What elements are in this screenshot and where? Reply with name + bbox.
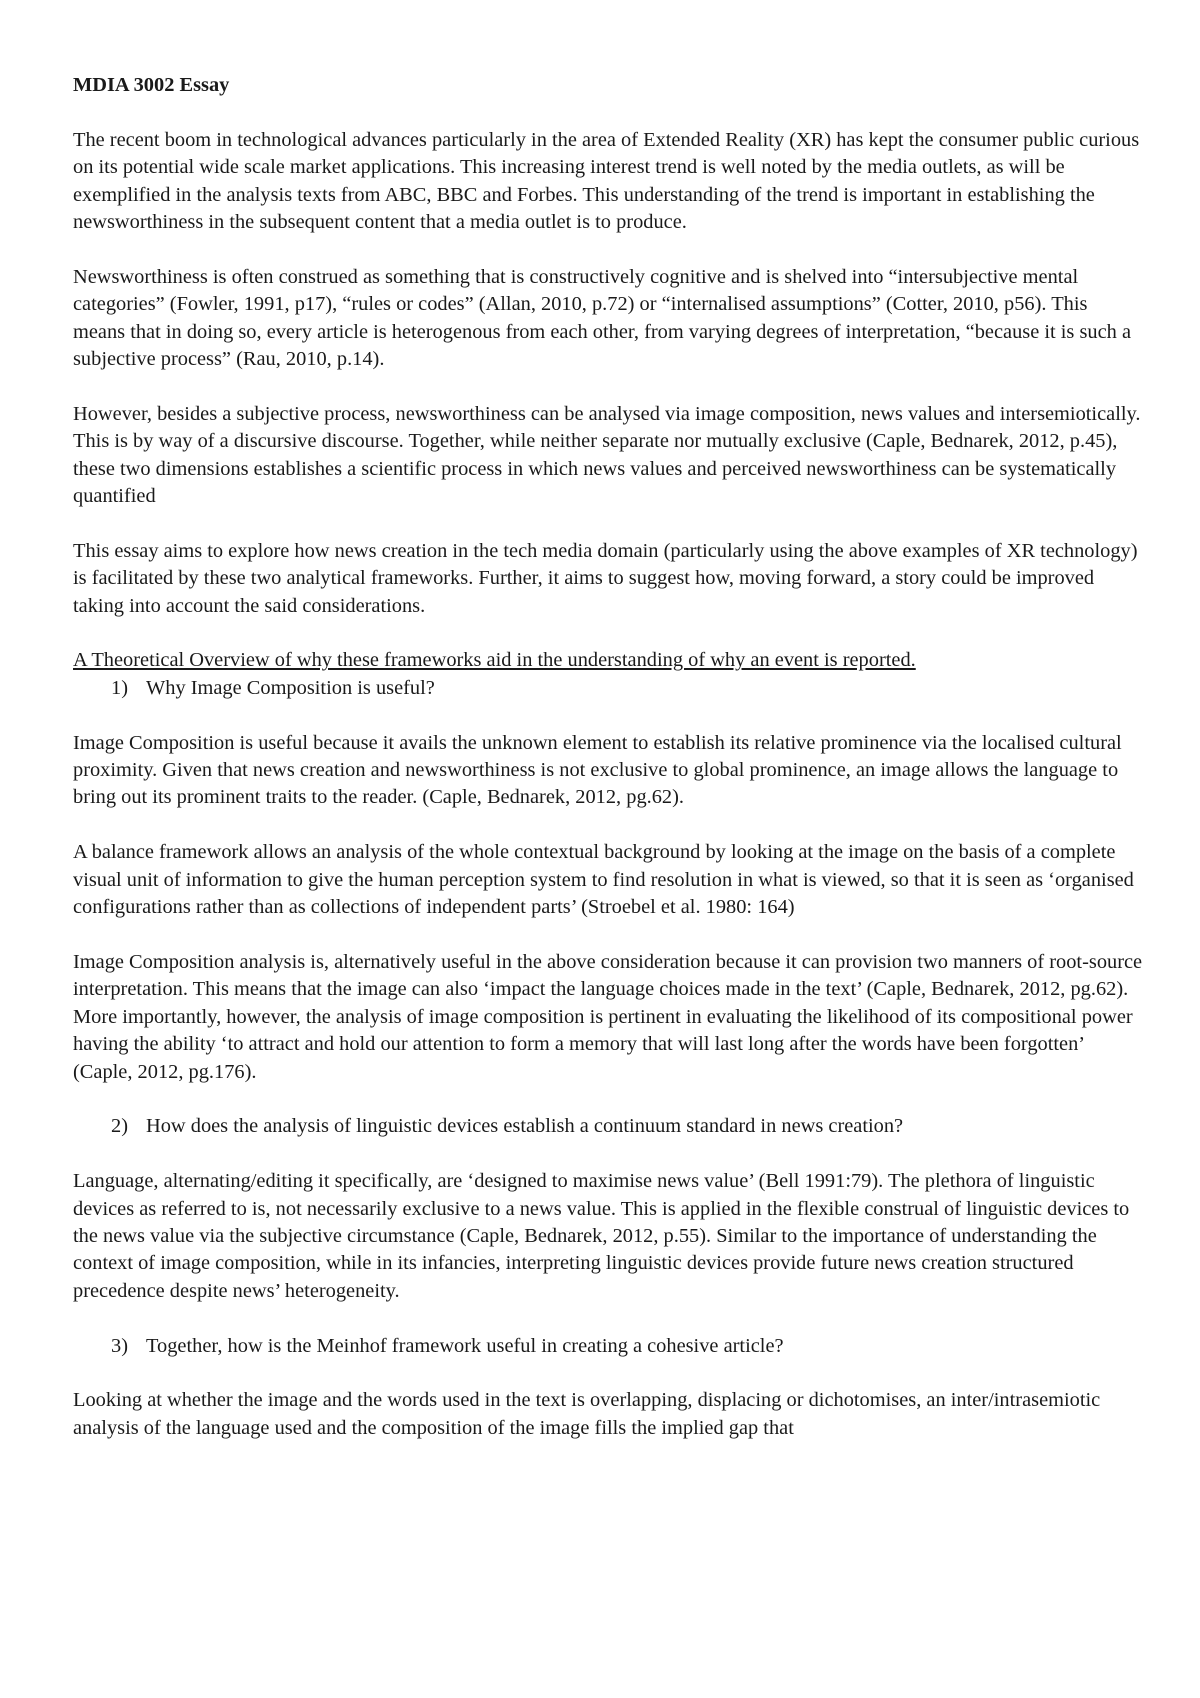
- section-heading: A Theoretical Overview of why these frameworks aid in the understanding of why an event is reported.: [73, 649, 916, 672]
- question-2-number: 2): [111, 1115, 128, 1138]
- numbered-question-1: [73, 675, 1143, 702]
- question-1-text: Why Image Composition is useful?: [146, 676, 435, 699]
- document-title: MDIA 3002 Essay: [73, 74, 230, 96]
- numbered-question-3: [73, 1333, 1143, 1360]
- paragraph-meinhof: Looking at whether the image and the words used in the text is overlapping, displacing or dichotomises, an inter/intrasemiotic analysis of the language used and the composition of the image fills the implied gap that: [73, 1389, 1101, 1439]
- numbered-question-2: [73, 1113, 1143, 1140]
- question-2-text: How does the analysis of linguistic devices establish a continuum standard in news creation?: [146, 1115, 904, 1138]
- paragraph-subjective-process: However, besides a subjective process, newsworthiness can be analysed via image composition, news values and intersemiotically. This is by way of a discursive discourse. Together, while neither separate nor mutually exclusive (Caple, Bednarek, 2012, p.45), these two dimensions establishes a scientific process in which news values and perceived newsworthiness can be systematically quantified: [73, 402, 1141, 508]
- paragraph-balance-framework: A balance framework allows an analysis of the whole contextual background by looking at the image on the basis of a complete visual unit of information to give the human perception system to find resolution in what is viewed, so that it is seen as ‘organised configurations rather than as collections of independent parts’ (Stroebel et al. 1980: 164): [73, 841, 1134, 919]
- document-page: [73, 72, 1143, 1470]
- question-3-text: Together, how is the Meinhof framework useful in creating a cohesive article?: [146, 1334, 784, 1357]
- paragraph-image-composition: Image Composition is useful because it avails the unknown element to establish its relative prominence via the localised cultural proximity. Given that news creation and newsworthiness is not exclusive to global prominence, an image allows the language to bring out its prominent traits to the reader. (Caple, Bednarek, 2012, pg.62).: [73, 731, 1122, 809]
- paragraph-image-analysis: Image Composition analysis is, alternatively useful in the above consideration because it can provision two manners of root-source interpretation. This means that the image can also ‘impact the language choices made in the text’ (Caple, Bednarek, 2012, pg.62). More importantly, however, the analysis of image composition is pertinent in evaluating the likelihood of its compositional power having the ability ‘to attract and hold our attention to form a memory that will last long after the words have been forgotten’ (Caple, 2012, pg.176).: [73, 950, 1143, 1083]
- paragraph-essay-aims: This essay aims to explore how news creation in the tech media domain (particularly using the above examples of XR technology) is facilitated by these two analytical frameworks. Further, it aims to suggest how, moving forward, a story could be improved taking into account the said considerations.: [73, 539, 1138, 617]
- paragraph-newsworthiness: Newsworthiness is often construed as something that is constructively cognitive and is shelved into “intersubjective mental categories” (Fowler, 1991, p17), “rules or codes” (Allan, 2010, p.72) or “internalised assumptions” (Cotter, 2010, p56). This means that in doing so, every article is heterogenous from each other, from varying degrees of interpretation, “because it is such a subjective process” (Rau, 2010, p.14).: [73, 265, 1131, 371]
- paragraph-intro: The recent boom in technological advances particularly in the area of Extended Reality (XR) has kept the consumer public curious on its potential wide scale market applications. This increasing interest trend is well noted by the media outlets, as will be exemplified in the analysis texts from ABC, BBC and Forbes. This understanding of the trend is important in establishing the newsworthiness in the subsequent content that a media outlet is to produce.: [73, 128, 1140, 234]
- paragraph-linguistic-devices: Language, alternating/editing it specifically, are ‘designed to maximise news value’ (Bell 1991:79). The plethora of linguistic devices as referred to is, not necessarily exclusive to a news value. This is applied in the flexible construal of linguistic devices to the news value via the subjective circumstance (Caple, Bednarek, 2012, p.55). Similar to the importance of understanding the context of image composition, while in its infancies, interpreting linguistic devices provide future news creation structured precedence despite news’ heterogeneity.: [73, 1170, 1130, 1302]
- question-3-number: 3): [111, 1334, 128, 1357]
- question-1-number: 1): [111, 676, 128, 699]
